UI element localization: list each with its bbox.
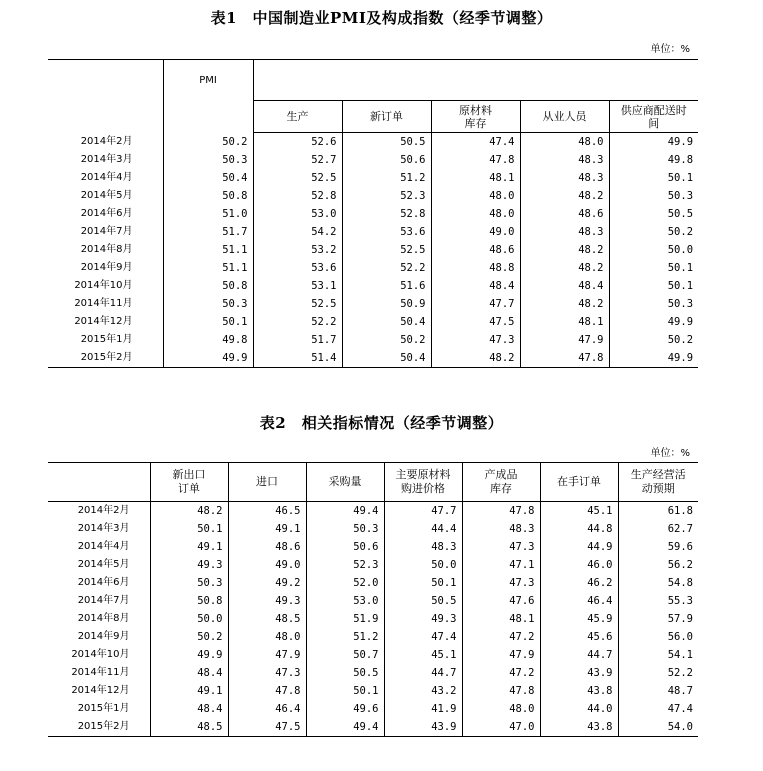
table-cell: 46.4 <box>228 700 306 718</box>
table-cell: 45.1 <box>540 502 618 521</box>
table-cell: 47.7 <box>384 502 462 521</box>
row-date: 2014年10月 <box>71 649 130 660</box>
row-date: 2014年6月 <box>80 208 133 219</box>
table-cell: 49.8 <box>609 151 698 169</box>
table-cell: 50.3 <box>163 151 253 169</box>
table-cell: 48.4 <box>431 277 520 295</box>
table-row <box>48 169 698 187</box>
table-cell: 54.1 <box>618 646 698 664</box>
table-cell: 47.9 <box>462 646 540 664</box>
table-cell: 47.9 <box>228 646 306 664</box>
table-cell: 46.4 <box>540 592 618 610</box>
table-cell: 50.6 <box>342 151 431 169</box>
row-date: 2014年11月 <box>74 298 133 309</box>
table-cell: 50.5 <box>306 664 384 682</box>
table-row <box>48 151 698 169</box>
table-cell: 41.9 <box>384 700 462 718</box>
row-date: 2014年2月 <box>80 135 133 147</box>
table-cell: 55.3 <box>618 592 698 610</box>
row-date: 2014年5月 <box>80 190 133 201</box>
table-cell: 50.9 <box>342 295 431 313</box>
table-row <box>48 133 698 152</box>
table-cell: 47.7 <box>431 295 520 313</box>
table-cell: 47.3 <box>462 538 540 556</box>
table-cell: 59.6 <box>618 538 698 556</box>
table-cell: 44.9 <box>540 538 618 556</box>
table2-body <box>48 502 698 737</box>
table-cell: 48.3 <box>520 223 609 241</box>
table-row <box>48 628 698 646</box>
table-cell: 50.1 <box>609 169 698 187</box>
table-cell: 45.6 <box>540 628 618 646</box>
table-cell: 43.9 <box>540 664 618 682</box>
table-cell: 48.7 <box>618 682 698 700</box>
row-date: 2014年3月 <box>77 523 130 534</box>
table-cell: 49.2 <box>228 574 306 592</box>
table2-header-1: 新出口 订单 <box>150 463 228 502</box>
row-date: 2014年7月 <box>80 226 133 237</box>
table-cell: 61.8 <box>618 502 698 521</box>
table-row <box>48 556 698 574</box>
table-cell: 47.8 <box>462 502 540 521</box>
table-row <box>48 241 698 259</box>
table-cell: 52.2 <box>253 313 342 331</box>
table-cell: 48.4 <box>150 700 228 718</box>
table-cell: 52.8 <box>342 205 431 223</box>
table-cell: 47.5 <box>228 718 306 737</box>
table-cell: 50.4 <box>342 313 431 331</box>
table-cell: 51.0 <box>163 205 253 223</box>
table-cell: 52.2 <box>342 259 431 277</box>
table-cell: 50.8 <box>163 277 253 295</box>
table-cell: 43.9 <box>384 718 462 737</box>
table-cell: 54.2 <box>253 223 342 241</box>
table2-corner <box>48 463 150 502</box>
table-cell: 62.7 <box>618 520 698 538</box>
table-cell: 46.2 <box>540 574 618 592</box>
table-cell: 51.7 <box>253 331 342 349</box>
row-date: 2014年4月 <box>77 541 130 552</box>
table-cell: 52.8 <box>253 187 342 205</box>
table-cell: 48.8 <box>431 259 520 277</box>
table-row <box>48 259 698 277</box>
table-row <box>48 187 698 205</box>
table-cell: 50.1 <box>609 277 698 295</box>
table-cell: 50.3 <box>163 295 253 313</box>
table1-header-4: 从业人员 <box>520 101 609 133</box>
table1-header-2: 新订单 <box>342 101 431 133</box>
table2-header-6: 在手订单 <box>540 463 618 502</box>
table-cell: 47.4 <box>618 700 698 718</box>
table-row <box>48 331 698 349</box>
table-cell: 48.0 <box>520 133 609 152</box>
table-cell: 50.5 <box>342 133 431 152</box>
table-cell: 49.3 <box>228 592 306 610</box>
table-row <box>48 295 698 313</box>
table1-header-pmi: PMI <box>163 60 253 133</box>
table-cell: 48.5 <box>150 718 228 737</box>
table-cell: 51.7 <box>163 223 253 241</box>
table-cell: 48.2 <box>150 502 228 521</box>
row-date: 2014年7月 <box>77 595 130 606</box>
table-cell: 50.2 <box>150 628 228 646</box>
table-cell: 44.0 <box>540 700 618 718</box>
table-cell: 49.1 <box>150 682 228 700</box>
table-cell: 43.8 <box>540 718 618 737</box>
table-cell: 53.0 <box>253 205 342 223</box>
row-date: 2015年2月 <box>80 352 133 363</box>
table-row <box>48 520 698 538</box>
table-cell: 47.3 <box>228 664 306 682</box>
table-cell: 50.3 <box>150 574 228 592</box>
table-cell: 49.1 <box>228 520 306 538</box>
table-cell: 51.2 <box>306 628 384 646</box>
table2-header-4: 主要原材料 购进价格 <box>384 463 462 502</box>
row-date: 2014年4月 <box>80 172 133 183</box>
table1 <box>48 59 698 368</box>
row-date: 2015年1月 <box>80 334 133 345</box>
table-cell: 48.1 <box>462 610 540 628</box>
table-row <box>48 223 698 241</box>
table-cell: 51.2 <box>342 169 431 187</box>
table-cell: 48.6 <box>228 538 306 556</box>
table2-header-3: 采购量 <box>306 463 384 502</box>
table-cell: 48.5 <box>228 610 306 628</box>
table-cell: 50.1 <box>384 574 462 592</box>
table-cell: 51.1 <box>163 241 253 259</box>
table-cell: 53.6 <box>253 259 342 277</box>
table-cell: 49.3 <box>384 610 462 628</box>
table-cell: 49.9 <box>609 133 698 152</box>
table-cell: 48.3 <box>520 151 609 169</box>
row-date: 2014年10月 <box>74 280 133 291</box>
table-row <box>48 682 698 700</box>
table-cell: 47.8 <box>431 151 520 169</box>
table-cell: 50.1 <box>163 313 253 331</box>
table-cell: 48.2 <box>431 349 520 368</box>
table-cell: 49.0 <box>431 223 520 241</box>
table-cell: 52.5 <box>253 169 342 187</box>
table-cell: 48.0 <box>431 205 520 223</box>
table-cell: 48.0 <box>462 700 540 718</box>
table-cell: 47.0 <box>462 718 540 737</box>
table-cell: 49.4 <box>306 502 384 521</box>
table-row <box>48 205 698 223</box>
table-cell: 45.1 <box>384 646 462 664</box>
table-cell: 47.8 <box>520 349 609 368</box>
table-cell: 50.2 <box>342 331 431 349</box>
table-cell: 50.2 <box>609 331 698 349</box>
table-cell: 47.8 <box>462 682 540 700</box>
table-cell: 48.2 <box>520 295 609 313</box>
table-cell: 47.9 <box>520 331 609 349</box>
table-cell: 48.0 <box>228 628 306 646</box>
table-cell: 50.0 <box>384 556 462 574</box>
row-date: 2014年12月 <box>71 685 130 696</box>
table-cell: 52.0 <box>306 574 384 592</box>
table-cell: 48.2 <box>520 187 609 205</box>
table-cell: 43.2 <box>384 682 462 700</box>
table2-header-7: 生产经营活 动预期 <box>618 463 698 502</box>
table-row <box>48 538 698 556</box>
table-cell: 49.6 <box>306 700 384 718</box>
table-cell: 50.4 <box>342 349 431 368</box>
table-cell: 51.1 <box>163 259 253 277</box>
table1-header-1: 生产 <box>253 101 342 133</box>
table-cell: 45.9 <box>540 610 618 628</box>
table-cell: 48.3 <box>520 169 609 187</box>
table-cell: 50.3 <box>609 187 698 205</box>
table-cell: 47.5 <box>431 313 520 331</box>
table1-body <box>48 133 698 368</box>
table-cell: 48.0 <box>431 187 520 205</box>
table-row <box>48 502 698 521</box>
table-cell: 47.3 <box>431 331 520 349</box>
table-cell: 52.5 <box>342 241 431 259</box>
table-cell: 53.2 <box>253 241 342 259</box>
table-cell: 53.1 <box>253 277 342 295</box>
table-cell: 46.5 <box>228 502 306 521</box>
table-cell: 47.6 <box>462 592 540 610</box>
table-cell: 51.6 <box>342 277 431 295</box>
table-cell: 54.8 <box>618 574 698 592</box>
table1-title: 表1 中国制造业PMI及构成指数（经季节调整） <box>210 9 553 27</box>
table-cell: 50.4 <box>163 169 253 187</box>
table-cell: 52.2 <box>618 664 698 682</box>
table1-corner <box>48 60 163 133</box>
row-date: 2015年2月 <box>77 721 130 732</box>
row-date: 2015年1月 <box>77 703 130 714</box>
table-cell: 50.0 <box>150 610 228 628</box>
table-cell: 48.2 <box>520 241 609 259</box>
table-row <box>48 700 698 718</box>
table-cell: 44.7 <box>384 664 462 682</box>
table-row <box>48 610 698 628</box>
table-cell: 53.6 <box>342 223 431 241</box>
table-cell: 52.7 <box>253 151 342 169</box>
table-cell: 49.9 <box>163 349 253 368</box>
table-cell: 48.2 <box>520 259 609 277</box>
table-cell: 48.1 <box>520 313 609 331</box>
table-cell: 48.6 <box>520 205 609 223</box>
table-cell: 50.8 <box>150 592 228 610</box>
table-cell: 47.2 <box>462 628 540 646</box>
row-date: 2014年8月 <box>80 244 133 255</box>
table-row <box>48 313 698 331</box>
table-cell: 52.6 <box>253 133 342 152</box>
table-cell: 50.2 <box>163 133 253 152</box>
table-cell: 49.9 <box>609 349 698 368</box>
row-date: 2014年9月 <box>77 631 130 642</box>
table-cell: 52.3 <box>306 556 384 574</box>
table-cell: 53.0 <box>306 592 384 610</box>
table-cell: 44.7 <box>540 646 618 664</box>
row-date: 2014年9月 <box>80 262 133 273</box>
table1-header-3: 原材料 库存 <box>431 101 520 133</box>
table-cell: 56.2 <box>618 556 698 574</box>
table-cell: 56.0 <box>618 628 698 646</box>
table-cell: 47.4 <box>384 628 462 646</box>
table-cell: 48.4 <box>520 277 609 295</box>
table-row <box>48 718 698 737</box>
table1-header-5: 供应商配送时 间 <box>609 101 698 133</box>
row-date: 2014年2月 <box>77 505 130 516</box>
table-cell: 52.5 <box>253 295 342 313</box>
row-date: 2014年3月 <box>80 154 133 165</box>
table-cell: 50.0 <box>609 241 698 259</box>
table-cell: 57.9 <box>618 610 698 628</box>
table-cell: 48.6 <box>431 241 520 259</box>
table-cell: 49.9 <box>609 313 698 331</box>
table-cell: 48.3 <box>384 538 462 556</box>
table-cell: 47.8 <box>228 682 306 700</box>
table-cell: 47.2 <box>462 664 540 682</box>
row-date: 2014年5月 <box>77 559 130 570</box>
table-cell: 47.1 <box>462 556 540 574</box>
table-cell: 50.1 <box>609 259 698 277</box>
table-cell: 43.8 <box>540 682 618 700</box>
table-cell: 48.3 <box>462 520 540 538</box>
row-date: 2014年12月 <box>74 316 133 327</box>
table-cell: 51.4 <box>253 349 342 368</box>
table2-title: 表2 相关指标情况（经季节调整） <box>259 414 504 432</box>
table2 <box>48 462 698 737</box>
table-cell: 49.8 <box>163 331 253 349</box>
table-row <box>48 277 698 295</box>
table-cell: 50.1 <box>150 520 228 538</box>
row-date: 2014年11月 <box>71 667 130 678</box>
table-cell: 48.1 <box>431 169 520 187</box>
table-cell: 52.3 <box>342 187 431 205</box>
table-cell: 48.4 <box>150 664 228 682</box>
table-cell: 50.6 <box>306 538 384 556</box>
row-date: 2014年6月 <box>77 577 130 588</box>
table-cell: 50.1 <box>306 682 384 700</box>
table-cell: 50.2 <box>609 223 698 241</box>
table-row <box>48 664 698 682</box>
table-cell: 47.4 <box>431 133 520 152</box>
table-cell: 49.9 <box>150 646 228 664</box>
table2-unit: 单位：% <box>650 448 690 459</box>
table1-header-group <box>253 60 698 101</box>
table-cell: 49.4 <box>306 718 384 737</box>
table-row <box>48 646 698 664</box>
table-cell: 49.3 <box>150 556 228 574</box>
table-cell: 54.0 <box>618 718 698 737</box>
table-cell: 44.8 <box>540 520 618 538</box>
table-cell: 50.7 <box>306 646 384 664</box>
table-cell: 50.3 <box>609 295 698 313</box>
table-row <box>48 574 698 592</box>
table2-header-2: 进口 <box>228 463 306 502</box>
table-cell: 51.9 <box>306 610 384 628</box>
table-cell: 50.5 <box>384 592 462 610</box>
row-date: 2014年8月 <box>77 613 130 624</box>
table2-header-row <box>48 463 698 502</box>
table-cell: 50.3 <box>306 520 384 538</box>
table-cell: 49.1 <box>150 538 228 556</box>
table-cell: 49.0 <box>228 556 306 574</box>
table2-header-5: 产成品 库存 <box>462 463 540 502</box>
table-cell: 50.5 <box>609 205 698 223</box>
table-cell: 44.4 <box>384 520 462 538</box>
table-row <box>48 592 698 610</box>
table1-unit: 单位：% <box>650 44 690 55</box>
table-cell: 50.8 <box>163 187 253 205</box>
table-row <box>48 349 698 368</box>
table-cell: 47.3 <box>462 574 540 592</box>
table-cell: 46.0 <box>540 556 618 574</box>
